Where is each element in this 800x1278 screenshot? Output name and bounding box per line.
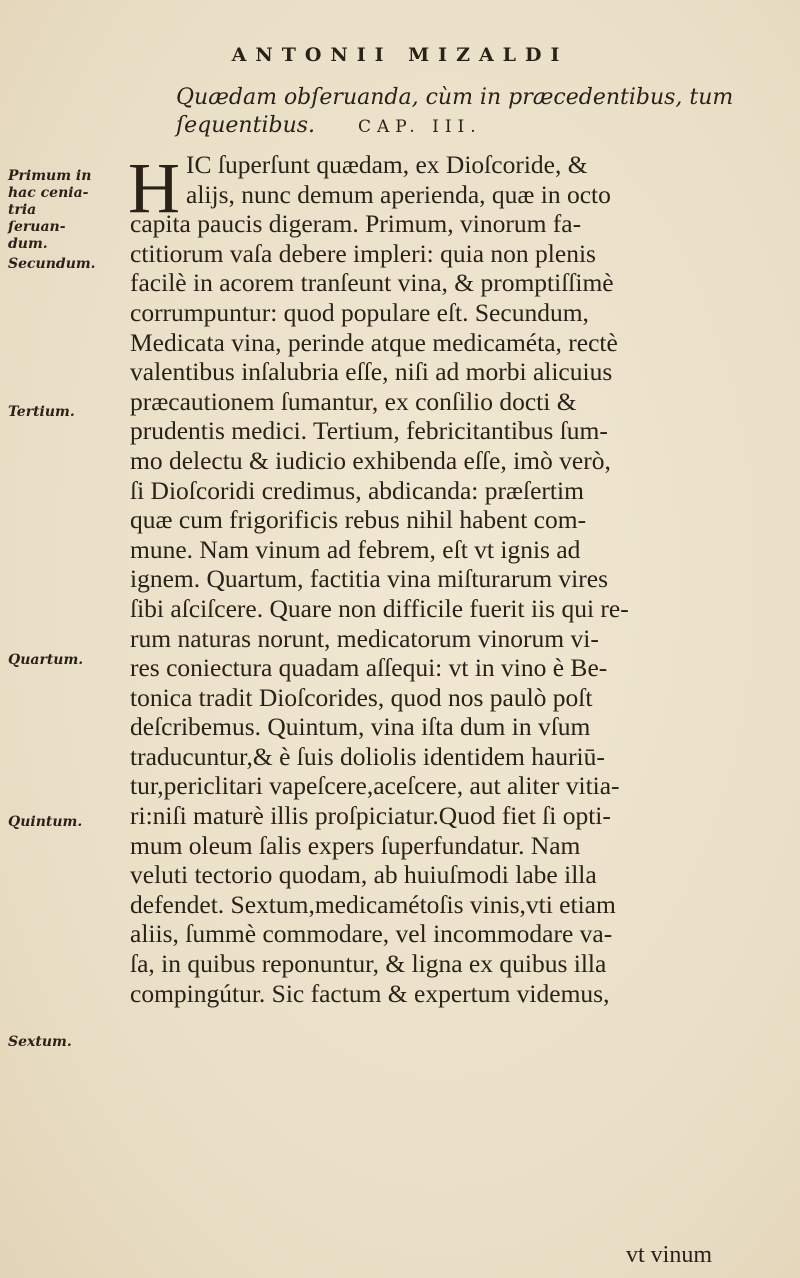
body-line: ſa, in quibus reponuntur, & ligna ex quibus illa bbox=[130, 949, 607, 979]
body-line: IC ſuperſunt quædam, ex Dioſcoride, & bbox=[186, 150, 588, 179]
body-line: rum naturas norunt, medicatorum vinorum vi- bbox=[130, 623, 599, 653]
body-line: traducuntur,& è ſuis doliolis identidem hauriū- bbox=[130, 741, 605, 771]
chapter-title-line-2 bbox=[176, 112, 736, 141]
chapter-title bbox=[176, 84, 736, 141]
body-line: capita paucis digeram. Primum, vinorum fa- bbox=[130, 209, 582, 239]
catchword: vt vinum bbox=[625, 1242, 712, 1268]
body-line: compingútur. Sic factum & expertum videmus, bbox=[130, 978, 610, 1008]
body-line: alijs, nunc demum aperienda, quæ in octo bbox=[186, 179, 611, 209]
margin-note-sextum: Sextum. bbox=[8, 1034, 72, 1050]
body-line: præcautionem ſumantur, ex conſilio docti & bbox=[130, 386, 577, 416]
drop-cap: H bbox=[128, 148, 180, 228]
body-line: corrumpuntur: quod populare eſt. Secundum, bbox=[130, 297, 589, 327]
body-line: mune. Nam vinum ad febrem, eſt vt ignis ad bbox=[130, 534, 581, 564]
running-head: ANTONII MIZALDI bbox=[231, 44, 569, 66]
body-line: facilè in acorem tranſeunt vina, & promptiſſimè bbox=[130, 268, 614, 298]
body-line: prudentis medici. Tertium, febricitantibus ſum- bbox=[130, 416, 608, 446]
body-line: tur,periclitari vapeſcere,aceſcere, aut aliter vitia- bbox=[130, 771, 620, 801]
margin-note-primum: Primum in hac cenia-tria ſeruan-dum. bbox=[8, 168, 92, 252]
chapter-title-line-1: Quædam obſeruanda, cùm in præcedentibus, tum bbox=[176, 85, 734, 110]
body-line: aliis, ſummè commodare, vel incommodare va- bbox=[130, 919, 613, 949]
chapter-number: CAP. III. bbox=[358, 117, 482, 137]
margin-note-secundum: Secundum. bbox=[8, 256, 96, 272]
chapter-title-line-2-text: ſequentibus. bbox=[176, 113, 316, 138]
body-line: deſcribemus. Quintum, vina iſta dum in vſum bbox=[130, 712, 591, 742]
body-line: mo delectu & iudicio exhibenda eſſe, imò verò, bbox=[130, 445, 611, 475]
body-line: Medicata vina, perinde atque medicaméta, rectè bbox=[130, 327, 618, 357]
margin-note-quartum: Quartum. bbox=[8, 652, 84, 668]
body-line: defendet. Sextum,medicamétoſis vinis,vti etiam bbox=[130, 889, 616, 919]
body-line: tonica tradit Dioſcorides, quod nos paulò poſt bbox=[130, 682, 593, 712]
body-line: mum oleum ſalis expers ſuperfundatur. Nam bbox=[130, 830, 581, 860]
body-line: ſi Dioſcoridi credimus, abdicanda: præſertim bbox=[130, 475, 584, 505]
body-line: res coniectura quadam aſſequi: vt in vino è Be- bbox=[130, 653, 608, 683]
body-line: ctitiorum vaſa debere impleri: quia non plenis bbox=[130, 238, 596, 268]
body-line: veluti tectorio quodam, ab huiuſmodi labe illa bbox=[130, 860, 597, 890]
chapter-body bbox=[130, 150, 720, 1008]
body-line: ri:niſi maturè illis proſpiciatur.Quod fiet ſi opti- bbox=[130, 801, 611, 831]
body-line: ſibi aſciſcere. Quare non difficile fuerit iis qui re- bbox=[130, 593, 629, 623]
body-line: valentibus inſalubria eſſe, niſi ad morbi alicuius bbox=[130, 357, 613, 387]
margin-note-quintum: Quintum. bbox=[8, 814, 83, 830]
body-line: ignem. Quartum, factitia vina miſturarum vires bbox=[130, 564, 608, 594]
margin-note-tertium: Tertium. bbox=[8, 404, 75, 420]
body-line: quæ cum frigorificis rebus nihil habent com- bbox=[130, 505, 587, 535]
